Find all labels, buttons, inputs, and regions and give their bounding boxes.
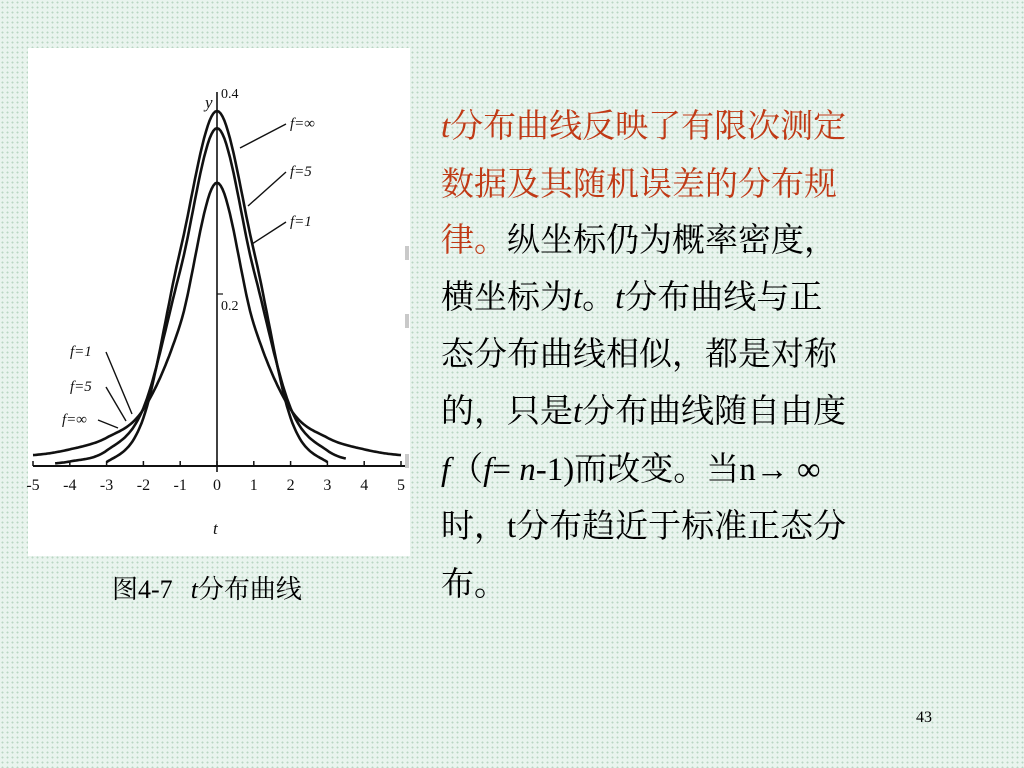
paragraph-line (441, 441, 941, 499)
highlight-text: 律。 (441, 220, 507, 260)
text-t-variable: t (573, 393, 583, 430)
paragraph-line (441, 269, 941, 327)
body-text: 纵坐标仍为概率密度， (507, 220, 837, 260)
figure-panel (28, 48, 410, 556)
text-f-variable: f (483, 451, 493, 488)
text-t-variable: t (507, 509, 517, 546)
x-tick-label: -4 (63, 477, 77, 494)
x-tick-label: -5 (26, 477, 40, 494)
legend-leader-line (240, 124, 286, 148)
side-marker (405, 314, 409, 328)
highlight-text: 分布曲线反映了有限次测定 (450, 106, 847, 145)
text-t-variable: t (615, 279, 625, 316)
paragraph-line (441, 556, 941, 613)
body-text: （ (450, 448, 484, 488)
legend-label: f=5 (70, 379, 92, 395)
x-tick-label: 2 (286, 477, 295, 494)
body-text: 布。 (441, 563, 507, 603)
x-tick-label: -3 (99, 477, 114, 494)
caption-variable: t (190, 575, 198, 604)
caption-number: 4-7 (138, 575, 173, 604)
paragraph-line (441, 212, 941, 269)
body-text: 态分布曲线相似，都是对称 (441, 334, 837, 374)
paragraph-line (441, 326, 941, 383)
body-text: -1) (535, 451, 575, 488)
legend-leader-line (98, 420, 118, 428)
x-tick-label: 0 (213, 477, 221, 494)
body-text: 横坐标为 (441, 276, 573, 316)
x-tick-label: 1 (249, 477, 258, 494)
x-axis-label: t (213, 519, 218, 538)
caption-text: 分布曲线 (197, 575, 302, 605)
y-axis-label: y (205, 93, 213, 112)
x-tick-label: -2 (136, 477, 151, 494)
text-f-variable: f (441, 451, 451, 488)
side-marker (405, 246, 409, 260)
legend-label: f=5 (290, 164, 312, 180)
paragraph-line (441, 98, 941, 156)
body-text: 而改变。当 (574, 448, 740, 488)
paragraph-line (441, 383, 941, 441)
body-text: n→ ∞ (739, 451, 821, 488)
body-text: = (492, 451, 520, 488)
highlight-text: 数据及其随机误差的分布规 (441, 163, 837, 203)
body-text: 分布曲线与正 (624, 276, 823, 316)
x-tick-label: -1 (173, 477, 187, 494)
x-tick-label: 3 (323, 477, 332, 494)
paragraph-line (441, 498, 941, 556)
caption-prefix: 图 (112, 575, 139, 605)
legend-label: f=1 (70, 344, 92, 360)
x-tick-label: 4 (360, 477, 369, 494)
page-number: 43 (916, 709, 932, 726)
y-tick-label: 0.4 (221, 87, 239, 102)
side-marker (405, 454, 409, 468)
legend-leader-line (252, 222, 286, 244)
legend-leader-line (248, 172, 286, 206)
legend-label: f=1 (290, 214, 312, 230)
paragraph-line (441, 156, 941, 213)
y-tick-label: 0.2 (221, 299, 239, 314)
body-text: 分布曲线随自由度 (582, 390, 847, 430)
body-text: 。 (582, 276, 616, 316)
text-t-variable: t (573, 279, 583, 316)
body-text: 时， (441, 506, 507, 546)
text-n-variable: n (519, 451, 536, 488)
legend-label: f=∞ (290, 116, 315, 132)
body-text: 分布趋近于标准正态分 (516, 506, 847, 546)
text-t-variable: t (441, 109, 451, 145)
legend-leader-line (106, 352, 132, 414)
legend-label: f=∞ (62, 412, 87, 428)
explanation-paragraph (441, 98, 941, 612)
figure-caption (112, 569, 302, 606)
t-distribution-chart (28, 48, 410, 556)
body-text: 的，只是 (441, 390, 573, 430)
x-tick-label: 5 (397, 477, 405, 494)
